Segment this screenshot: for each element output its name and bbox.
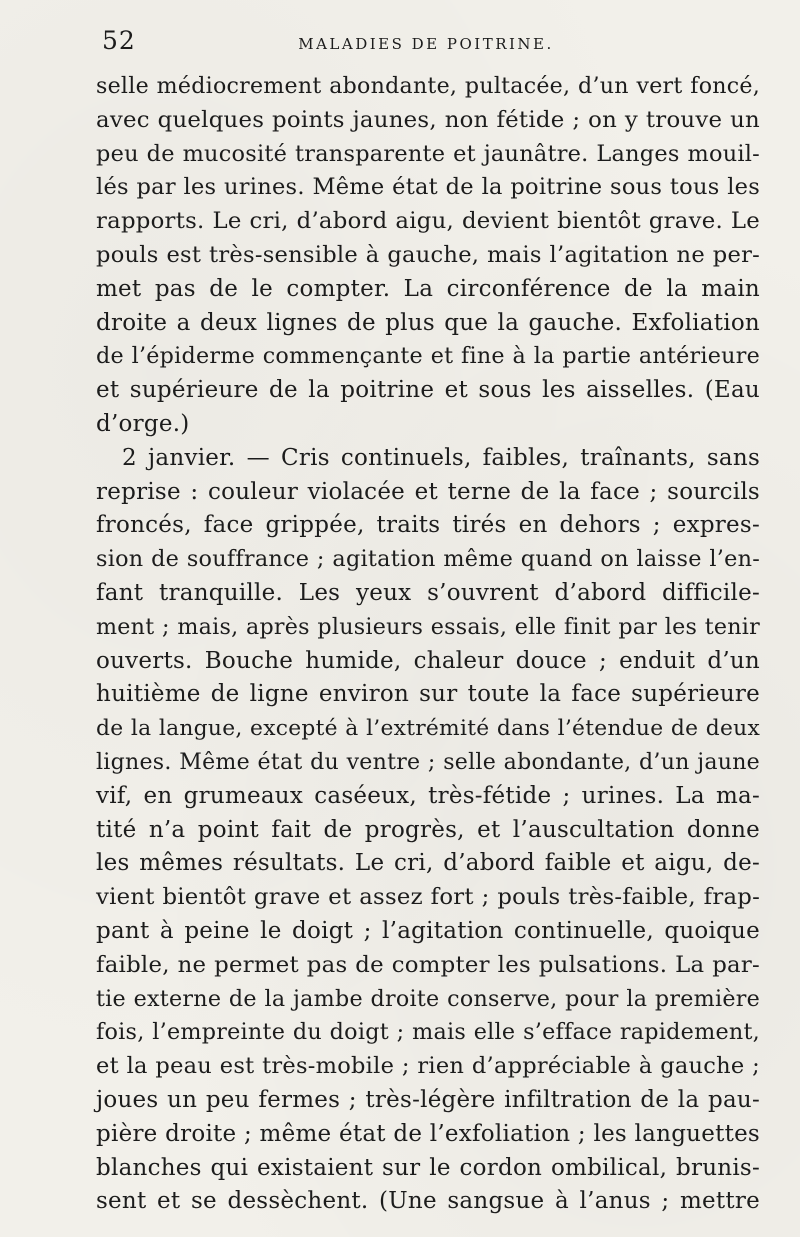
page-header: [96, 26, 756, 62]
text-line: et la peau est très-mobile ; rien d’appréciable à gauche ;: [96, 1053, 760, 1080]
text-line: met pas de le compter. La circonférence de la main: [96, 275, 760, 302]
text-line: pière droite ; même état de l’exfoliation ; les languettes: [96, 1120, 760, 1147]
text-line: d’orge.): [96, 410, 190, 437]
page-number: 52: [102, 26, 136, 55]
text-line: sion de souffrance ; agitation même quand on laisse l’en-: [96, 546, 760, 573]
text-line: lés par les urines. Même état de la poitrine sous tous les: [96, 174, 760, 201]
text-line: ment ; mais, après plusieurs essais, elle finit par les tenir: [96, 613, 760, 640]
body-text: [96, 70, 760, 1219]
text-line: et supérieure de la poitrine et sous les aisselles. (Eau: [96, 377, 760, 404]
text-line: de l’épiderme commençante et fine à la partie antérieure: [96, 343, 760, 370]
text-line: tité n’a point fait de progrès, et l’auscultation donne: [96, 816, 760, 843]
text-line: ouverts. Bouche humide, chaleur douce ; enduit d’un: [96, 647, 760, 674]
paragraph-start-line: 2 janvier. — Cris continuels, faibles, traînants, sans: [122, 444, 760, 471]
text-line: peu de mucosité transparente et jaunâtre. Langes mouil-: [96, 140, 760, 167]
text-line: huitième de ligne environ sur toute la face supérieure: [96, 681, 760, 708]
text-line: joues un peu fermes ; très-légère infiltration de la pau-: [96, 1086, 760, 1113]
text-line: froncés, face grippée, traits tirés en dehors ; expres-: [96, 512, 760, 539]
text-line: pant à peine le doigt ; l’agitation continuelle, quoique: [96, 917, 760, 944]
text-line: vif, en grumeaux caséeux, très-fétide ; urines. La ma-: [96, 782, 760, 809]
text-line: avec quelques points jaunes, non fétide ; on y trouve un: [96, 106, 760, 133]
text-line: reprise : couleur violacée et terne de la face ; sourcils: [96, 478, 760, 505]
text-line: blanches qui existaient sur le cordon ombilical, brunis-: [96, 1154, 760, 1181]
text-line: vient bientôt grave et assez fort ; pouls très-faible, frap-: [96, 884, 760, 911]
text-line: pouls est très-sensible à gauche, mais l’agitation ne per-: [96, 241, 760, 268]
text-line: rapports. Le cri, d’abord aigu, devient bientôt grave. Le: [96, 208, 760, 235]
running-title: MALADIES DE POITRINE.: [298, 35, 554, 53]
text-line: fois, l’empreinte du doigt ; mais elle s’efface rapidement,: [96, 1019, 760, 1046]
text-line: de la langue, excepté à l’extrémité dans l’étendue de deux: [96, 716, 760, 742]
text-line: sent et se dessèchent. (Une sangsue à l’anus ; mettre: [96, 1188, 760, 1215]
text-line: les mêmes résultats. Le cri, d’abord faible et aigu, de-: [96, 850, 760, 877]
text-line: fant tranquille. Les yeux s’ouvrent d’abord difficile-: [96, 579, 760, 606]
text-line: lignes. Même état du ventre ; selle abondante, d’un jaune: [96, 749, 760, 775]
text-line: tie externe de la jambe droite conserve, pour la première: [96, 985, 760, 1012]
text-line: faible, ne permet pas de compter les pulsations. La par-: [96, 951, 760, 978]
text-line: selle médiocrement abondante, pultacée, d’un vert foncé,: [96, 73, 760, 99]
text-line: droite a deux lignes de plus que la gauche. Exfoliation: [96, 309, 760, 336]
